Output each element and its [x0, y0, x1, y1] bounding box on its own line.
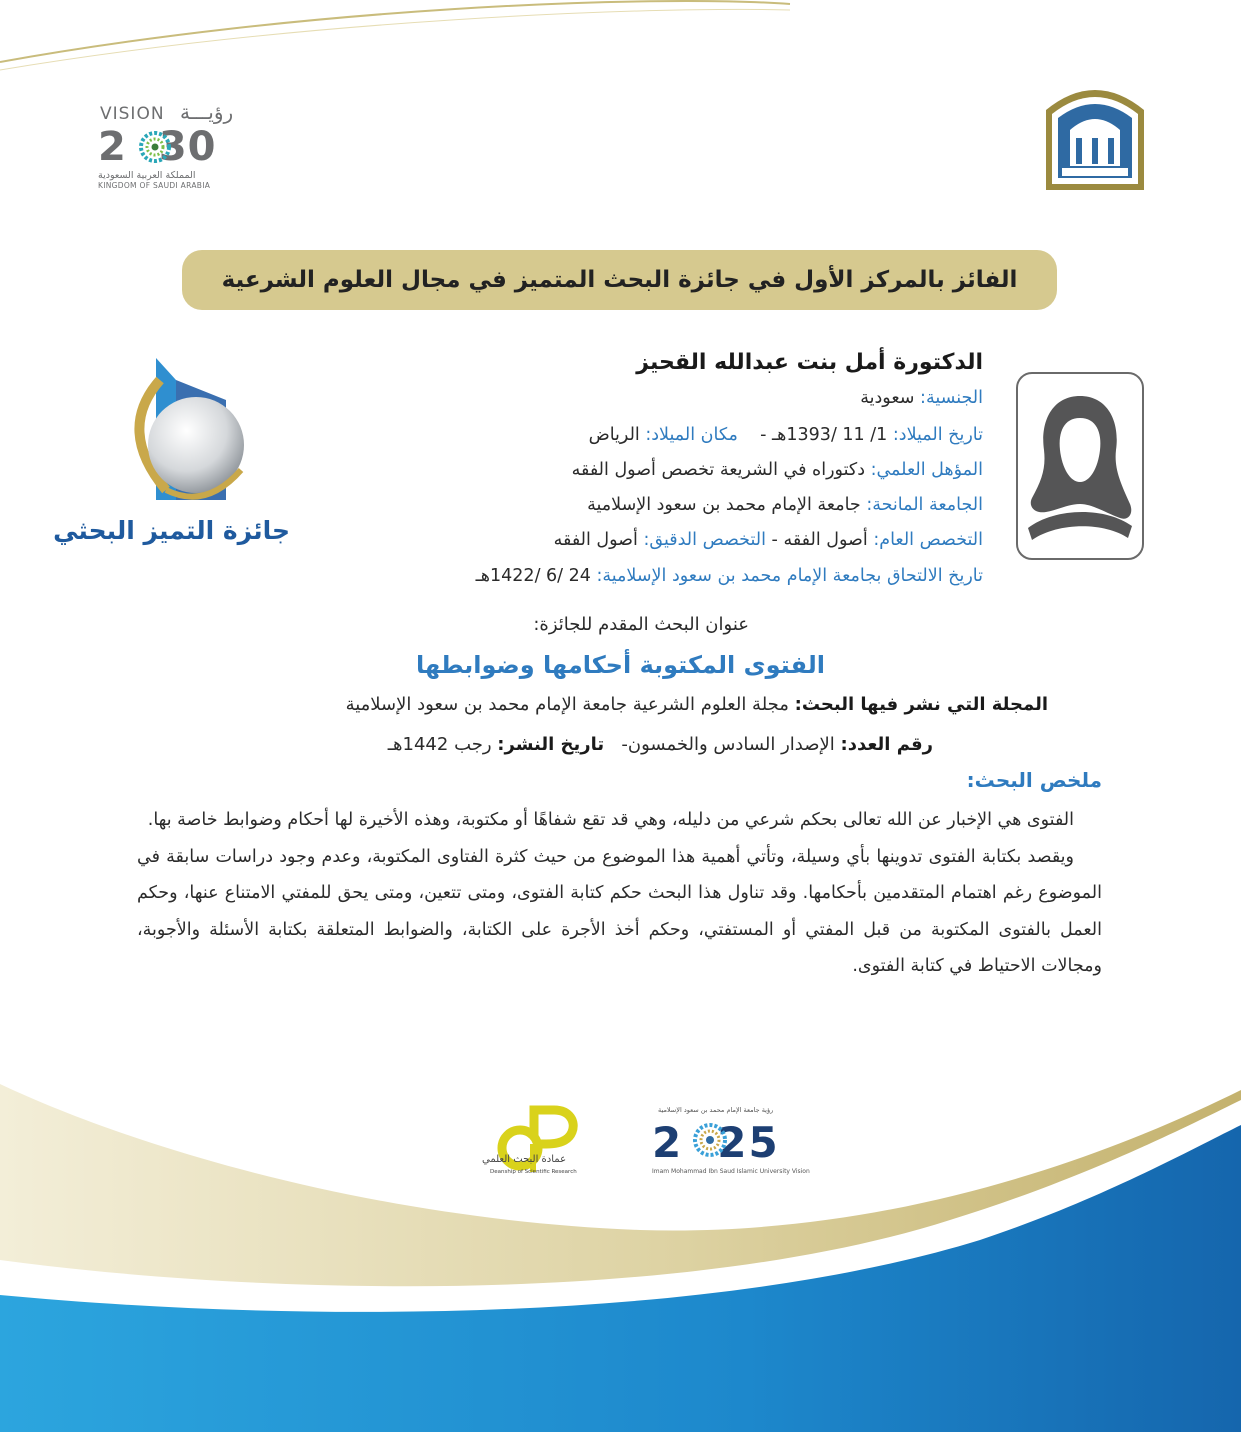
top-decorative-curve [0, 0, 1241, 80]
deanship-research-logo [432, 1104, 582, 1184]
issue-label: رقم العدد: [840, 734, 933, 755]
nationality-row [860, 388, 983, 408]
v2025-year-b: 25 [717, 1118, 780, 1167]
award-banner [182, 250, 1057, 310]
vision-year-a: 2 [98, 124, 127, 170]
join-date-label: تاريخ الالتحاق بجامعة الإمام محمد بن سعود الإسلامية: [596, 566, 983, 586]
vision-flower-icon [138, 130, 172, 164]
issue-row [388, 734, 933, 755]
university-value: جامعة الإمام محمد بن سعود الإسلامية [587, 495, 861, 515]
qualification-label: المؤهل العلمي: [870, 460, 983, 480]
abstract-heading: ملخص البحث: [966, 768, 1102, 792]
nationality-label: الجنسية: [920, 388, 983, 408]
v2025-bottom-text: Imam Mohammad Ibn Saud Islamic University Vision [652, 1168, 810, 1175]
hijab-avatar-icon [1024, 388, 1136, 548]
vision-ar-text: رؤيـــة [180, 100, 234, 124]
qualification-row [572, 460, 983, 480]
birth-row [589, 425, 983, 445]
university-logo [1040, 80, 1150, 195]
profile-photo-frame [1016, 372, 1144, 560]
pub-date-label: تاريخ النشر: [497, 734, 605, 755]
v2025-year-a: 2 [652, 1118, 684, 1167]
university-row [587, 495, 983, 515]
v2025-flower-icon [692, 1122, 728, 1158]
award-banner-text: الفائز بالمركز الأول في جائزة البحث المتميز في مجال العلوم الشرعية [221, 267, 1018, 293]
issue-value: الإصدار السادس والخمسون- [621, 734, 835, 755]
specialization-row [554, 530, 983, 550]
general-spec-label: التخصص العام: [873, 530, 983, 550]
vision-2025-logo [650, 1106, 810, 1178]
specific-spec-value: أصول الفقه [553, 530, 638, 550]
vision-year-b: 30 [158, 124, 217, 170]
winner-name: الدكتورة أمل بنت عبدالله القحيز [636, 350, 983, 375]
vision-kingdom-en: KINGDOM OF SAUDI ARABIA [98, 181, 211, 190]
university-label: الجامعة المانحة: [866, 495, 983, 515]
abstract-body [137, 802, 1102, 985]
journal-value: مجلة العلوم الشرعية جامعة الإمام محمد بن سعود الإسلامية [345, 694, 789, 715]
research-title: الفتوى المكتوبة أحكامها وضوابطها [416, 651, 825, 679]
research-title-label: عنوان البحث المقدم للجائزة: [533, 614, 749, 635]
dsr-ar-text: عمادة البحث العلمي [482, 1154, 567, 1165]
general-spec-value: أصول الفقه [783, 530, 868, 550]
birth-place-value: الرياض [588, 425, 640, 445]
join-date-value: 24 /6 /1422هـ [475, 566, 591, 586]
qualification-value: دكتوراه في الشريعة تخصص أصول الفقه [571, 460, 865, 480]
abstract-paragraph-1: الفتوى هي الإخبار عن الله تعالى بحكم شرعي من دليله، وهي قد تقع شفاهًا أو مكتوبة، وهذه الأخيرة لها أحكام وضوابط خاصة بها. [147, 810, 1074, 830]
dsr-en-text: Deanship of Scientific Research [490, 1169, 577, 1175]
abstract-paragraph-2: ويقصد بكتابة الفتوى تدوينها بأي وسيلة، وتأتي أهمية هذا الموضوع من حيث كثرة الفتاوى المكتوبة، وعدم وجود دراسات سابقة في الموضوع رغم اهتمام المتقدمين بأحكامها. وقد تناول هذا البحث حكم كتابة الفتوى، ومتى تتعين، ومتى يحق للمفتي الامتناع عنها، وحكم العمل بالفتوى المكتوبة من قبل المفتي أو المستفتي، وحكم أخذ الأجرة على الكتابة، والضوابط المتعلقة بكتابة الأسئلة والأجوبة، ومجالات الاحتياط في كتابة الفتوى. [137, 846, 1102, 976]
nationality-value: سعودية [860, 388, 915, 408]
vision-en-text: VISION [100, 104, 165, 124]
birth-date-value: 1/ 11 /1393هـ - [760, 425, 888, 445]
birth-date-label: تاريخ الميلاد: [892, 425, 983, 445]
vision-kingdom-ar: المملكة العربية السعودية [98, 170, 196, 181]
research-excellence-award-logo [53, 350, 290, 560]
pub-date-value: رجب 1442هـ [387, 734, 492, 755]
specific-spec-label: التخصص الدقيق: [643, 530, 766, 550]
journal-label: المجلة التي نشر فيها البحث: [794, 694, 1048, 715]
v2025-top-text: رؤية جامعة الإمام محمد بن سعود الإسلامية [658, 1106, 774, 1114]
vision-2030-logo [96, 100, 236, 192]
award-logo-text: جائزة التميز البحثي [53, 516, 290, 545]
award-emblem-icon [76, 350, 290, 515]
journal-row [346, 694, 1048, 715]
spec-separator: - [771, 530, 778, 550]
birth-place-label: مكان الميلاد: [645, 425, 738, 445]
join-date-row [476, 566, 983, 586]
bottom-wave-background [0, 1070, 1241, 1432]
